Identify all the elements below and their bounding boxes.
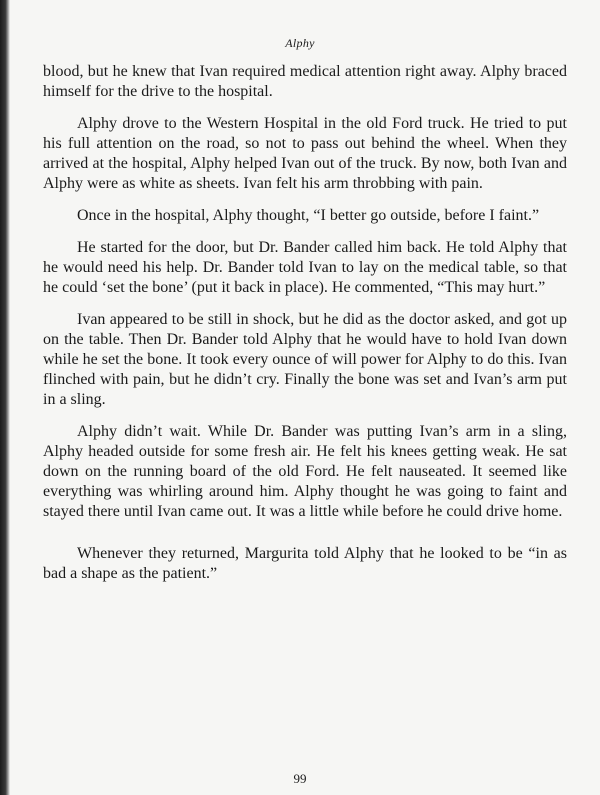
- paragraph: Whenever they returned, Margurita told Alphy that he looked to be “in as bad a shape as the patient.”: [43, 545, 567, 582]
- running-head: Alphy: [285, 36, 315, 50]
- paragraph: Alphy drove to the Western Hospital in the old Ford truck. He tried to put his full attention on the road, so not to pass out behind the wheel. When they arrived at the hospital, Alphy helped Ivan out of the truck. By now, both Ivan and Alphy were as white as sheets. Ivan felt his arm throbbing with pain.: [43, 115, 567, 192]
- page-binding-edge: [0, 0, 10, 795]
- paragraph: He started for the door, but Dr. Bander called him back. He told Alphy that he would need his help. Dr. Bander told Ivan to lay on the medical table, so that he could ‘set the bone’ (put it back in place). He commented, “This may hurt.”: [43, 239, 567, 296]
- body-text: [43, 62, 567, 596]
- page-number: 99: [293, 771, 307, 786]
- paragraph: Alphy didn’t wait. While Dr. Bander was putting Ivan’s arm in a sling, Alphy headed outside for some fresh air. He felt his knees getting weak. He sat down on the running board of the old Ford. He felt nauseated. It seemed like everything was whirling around him. Alphy thought he was going to faint and stayed there until Ivan came out. It was a little while before he could drive home.: [43, 423, 567, 520]
- paragraph: Ivan appeared to be still in shock, but he did as the doctor asked, and got up on the table. Then Dr. Bander told Alphy that he would have to hold Ivan down while he set the bone. It took every ounce of will power for Alphy to do this. Ivan flinched with pain, but he didn’t cry. Finally the bone was set and Ivan’s arm put in a sling.: [43, 311, 567, 408]
- paragraph: Once in the hospital, Alphy thought, “I better go outside, before I faint.”: [77, 207, 540, 224]
- paragraph: blood, but he knew that Ivan required medical attention right away. Alphy braced himself for the drive to the hospital.: [43, 63, 567, 100]
